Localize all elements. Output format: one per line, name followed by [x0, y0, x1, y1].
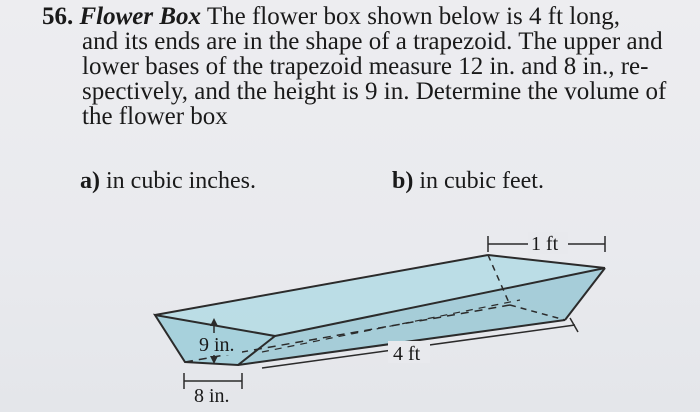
part-b-label: b)	[392, 168, 414, 194]
length-label: 4 ft	[393, 343, 421, 365]
base-label: 8 in.	[194, 385, 230, 407]
height-label: 9 in.	[199, 334, 235, 356]
problem-text-1: The flower box shown below is 4 ft long,	[206, 3, 620, 30]
problem-number: 56.	[42, 3, 74, 30]
problem-title: Flower Box	[79, 3, 202, 30]
problem-line-2: and its ends are in the shape of a trapezoid. The upper and	[82, 28, 663, 55]
problem-line-3: lower bases of the trapezoid measure 12 in. and 8 in., re-	[82, 53, 649, 80]
problem-line-4: spectively, and the height is 9 in. Determine the volume of	[82, 78, 667, 105]
part-b-text: in cubic feet.	[419, 168, 544, 194]
problem-line-5: the flower box	[82, 103, 228, 130]
part-a-label: a)	[80, 168, 100, 194]
part-a-text: in cubic inches.	[106, 168, 256, 194]
top-label: 1 ft	[531, 233, 559, 255]
